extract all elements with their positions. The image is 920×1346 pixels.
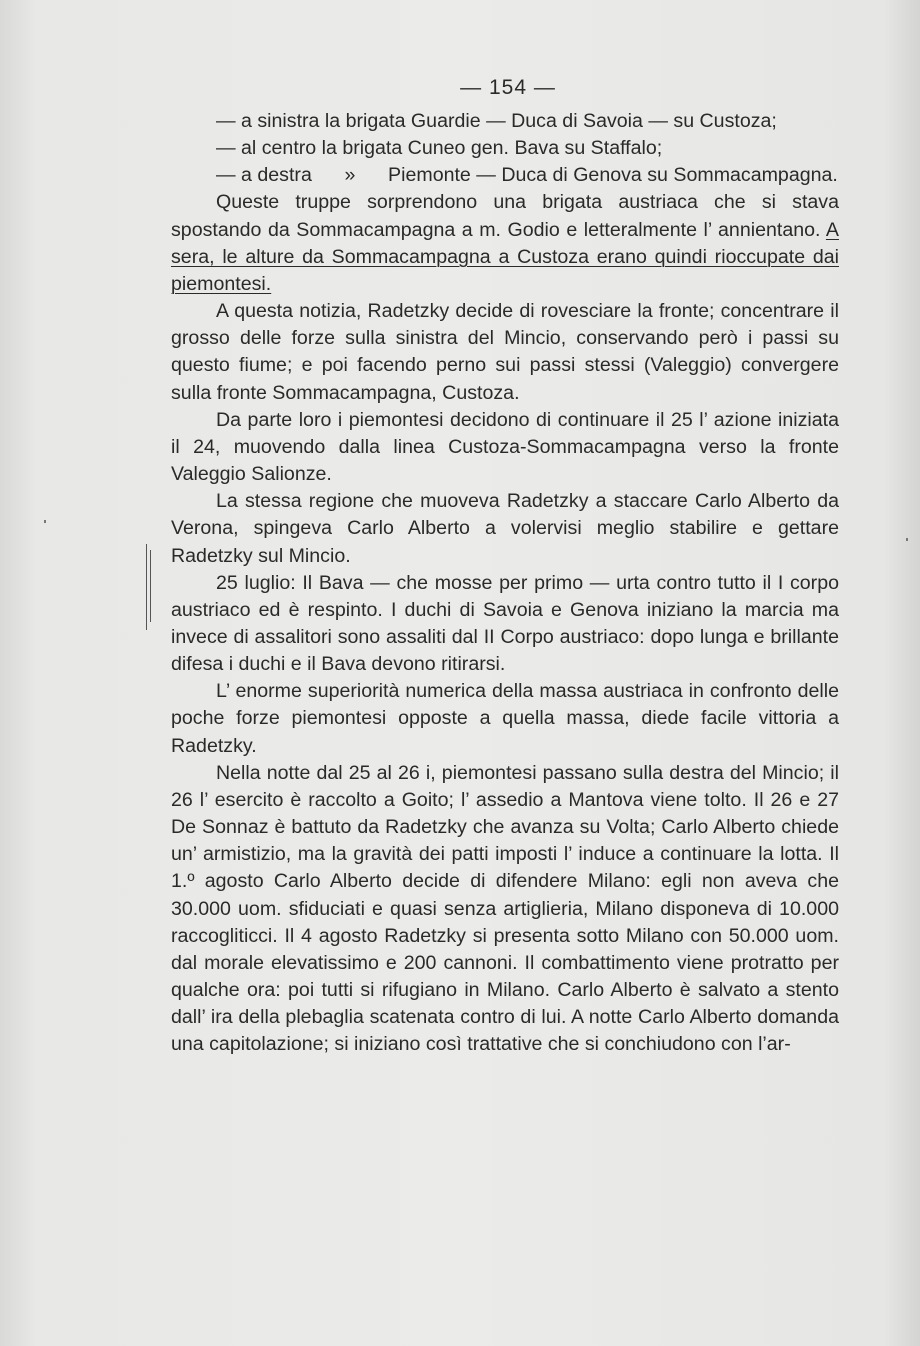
paragraph: — al centro la brigata Cuneo gen. Bava su Staffalo; <box>216 137 663 160</box>
paragraph: La stessa regione che muoveva Radetzky a staccare Carlo Alberto da Verona, spingeva Carlo Alberto a volervisi meglio stabilire e gettare Radetzky sul Mincio. <box>171 490 839 567</box>
paragraph: 25 luglio: Il Bava — che mosse per primo — urta contro tutto il I corpo austriaco ed è respinto. I duchi di Savoia e Genova iniziano la marcia ma invece di assalitori sono assaliti dal II Corpo austriaco: dopo lunga e brillante difesa i duchi e il Bava devono ritirarsi. <box>171 571 839 676</box>
page-number: — 154 — <box>460 76 556 99</box>
scan-speck <box>44 520 46 523</box>
scan-speck <box>906 538 908 541</box>
paragraph: A questa notizia, Radetzky decide di rovesciare la fronte; concentrare il grosso delle forze sulla sinistra del Mincio, conservando però i passi su questo fiume; e poi facendo perno sui passi stessi (Valeggio) convergere sulla fronte Sommacampagna, Custoza. <box>171 300 839 404</box>
paragraph: Da parte loro i piemontesi decidono di continuare il 25 l’ azione iniziata il 24, muovendo dalla linea Custoza-Sommacampagna verso la fronte Valeggio Salionze. <box>171 408 839 486</box>
body-text <box>171 108 839 1058</box>
paragraph: — a destra » Piemonte — Duca di Genova su Sommacampagna. <box>216 164 838 187</box>
paragraph-text: Queste truppe sorprendono una brigata austriaca che si stava spostando da Sommacampagna a m. Godio e letteralmente l’ annientano. <box>171 191 839 241</box>
paragraph: Nella notte dal 25 al 26 i, piemontesi passano sulla destra del Mincio; il 26 l’ esercito è raccolto a Goito; l’ assedio a Mantova viene tolto. Il 26 e 27 De Sonnaz è battuto da Radetzky che avanza su Volta; Carlo Alberto chiede un’ armistizio, ma la gravità dei patti imposti l’ induce a continuare la lotta. Il 1.º agosto Carlo Alberto decide di difendere Milano: egli non aveva che 30.000 uom. sfiduciati e quasi senza artiglieria, Milano disponeva di 10.000 raccogliticci. Il 4 agosto Radetzky si presenta sotto Milano con 50.000 uom. dal morale elevatissimo e 200 cannoni. Il combattimento viene protratto per qualche ora: poi tutti si rifugiano in Milano. Carlo Alberto è salvato a stento dall’ ira della plebaglia scatenata contro di lui. A notte Carlo Alberto domanda una capitolazione; si iniziano così trattative che si conchiudono con l’ar- <box>171 761 839 1056</box>
paragraph: L’ enorme superiorità numerica della massa austriaca in confronto delle poche forze piemontesi opposte a quella massa, diede facile vittoria a Radetzky. <box>171 680 839 757</box>
underlined-text: A sera, le alture da Sommacampagna a Custoza erano quindi rioccupate dai piemontesi. <box>171 218 839 295</box>
paragraph <box>171 189 839 298</box>
margin-pencil-marks <box>130 540 150 630</box>
paragraph: — a sinistra la brigata Guardie — Duca di Savoia — su Custoza; <box>216 110 777 132</box>
